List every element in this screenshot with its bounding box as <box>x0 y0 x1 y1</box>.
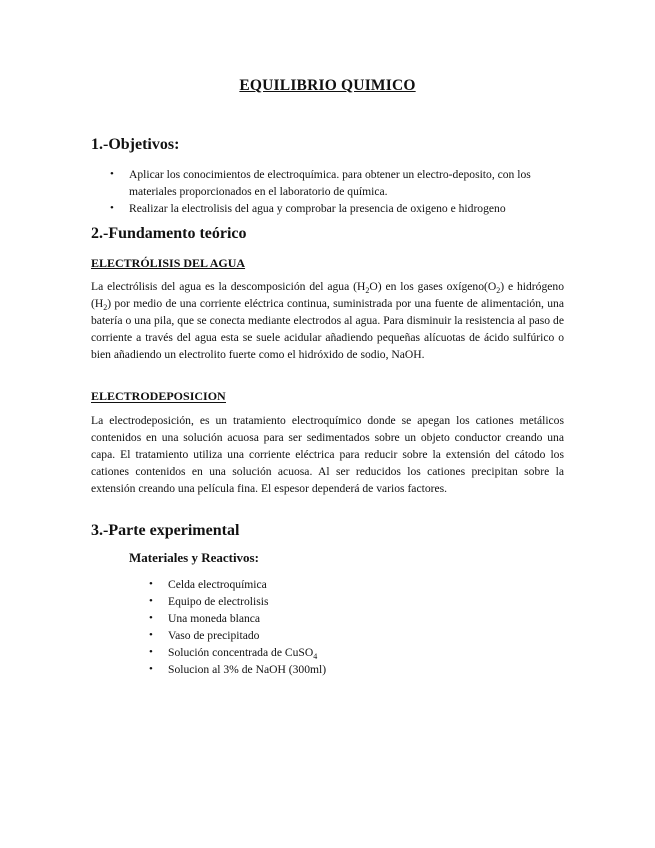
paragraph-text: ) e hidrógeno (H <box>91 280 564 310</box>
section-heading-fundamento: 2.-Fundamento teórico <box>91 225 247 242</box>
paragraph-electrolisis <box>91 278 564 363</box>
subscript: 2 <box>496 286 501 295</box>
material-text: Vaso de precipitado <box>168 629 260 642</box>
material-text: Una moneda blanca <box>168 612 261 625</box>
section-heading-objetivos: 1.-Objetivos: <box>91 136 180 153</box>
paragraph-electrodeposicion: La electrodeposición, es un tratamiento electroquímico donde se apegan los cationes metálicos contenidos en una solución acuosa para ser sedimentados sobre un objeto conductor creando una capa. El tratamiento utiliza una corriente eléctrica para reducir sobre la extensión del cátodo los cationes contenidos en una solución acuosa. Al ser reducidos los cationes precipitan sobre la extensión creando una película fina. El espesor dependerá de varios factores. <box>91 414 564 495</box>
material-text: Solución concentrada de CuSO <box>168 646 314 659</box>
materials-list <box>149 576 468 678</box>
list-item <box>149 610 468 627</box>
bullet-icon: • <box>149 646 153 658</box>
bullet-icon: • <box>110 202 114 214</box>
list-item <box>149 661 468 678</box>
paragraph-text: O) en los gases oxígeno(O <box>369 280 497 293</box>
subscript: 4 <box>313 652 318 661</box>
bullet-icon: • <box>149 612 153 624</box>
subheading-electrodeposicion: ELECTRODEPOSICION <box>91 389 226 403</box>
list-item <box>149 576 468 593</box>
bullet-icon: • <box>149 578 153 590</box>
material-text: Equipo de electrolisis <box>168 595 269 608</box>
subscript: 2 <box>103 303 108 312</box>
list-item <box>149 593 468 610</box>
list-item <box>149 627 468 644</box>
bullet-icon: • <box>110 168 114 180</box>
objetivos-list <box>110 166 565 217</box>
list-item <box>149 644 468 661</box>
materials-heading: Materiales y Reactivos: <box>129 550 259 565</box>
bullet-icon: • <box>149 629 153 641</box>
list-item <box>110 200 565 217</box>
bullet-icon: • <box>149 663 153 675</box>
subscript: 2 <box>365 286 370 295</box>
paragraph-text: ) por medio de una corriente eléctrica continua, suministrada por una fuente de alimentación, una batería o una pila, que se conecta mediante electrodos al agua. Para disminuir la resistencia al paso de corriente a través del agua esta se suele acidular añadiendo pequeñas alícuotas de ácido sulfúrico o bien añadiendo un electrolito fuerte como el hidróxido de sodio, NaOH. <box>91 297 564 361</box>
bullet-icon: • <box>149 595 153 607</box>
list-item <box>110 166 565 200</box>
section-heading-experimental: 3.-Parte experimental <box>91 522 240 539</box>
material-text: Celda electroquímica <box>168 578 267 591</box>
material-text: Solucion al 3% de NaOH (300ml) <box>168 663 327 676</box>
objetivo-text: Realizar la electrolisis del agua y comprobar la presencia de oxigeno e hidrogeno <box>129 202 506 215</box>
document-title: EQUILIBRIO QUIMICO <box>239 77 416 94</box>
objetivo-text: Aplicar los conocimientos de electroquímica. para obtener un electro-deposito, con los materiales proporcionados en el laboratorio de química. <box>129 168 531 198</box>
paragraph-text: La electrólisis del agua es la descomposición del agua (H <box>91 280 366 293</box>
subheading-electrolisis: ELECTRÓLISIS DEL AGUA <box>91 256 246 270</box>
